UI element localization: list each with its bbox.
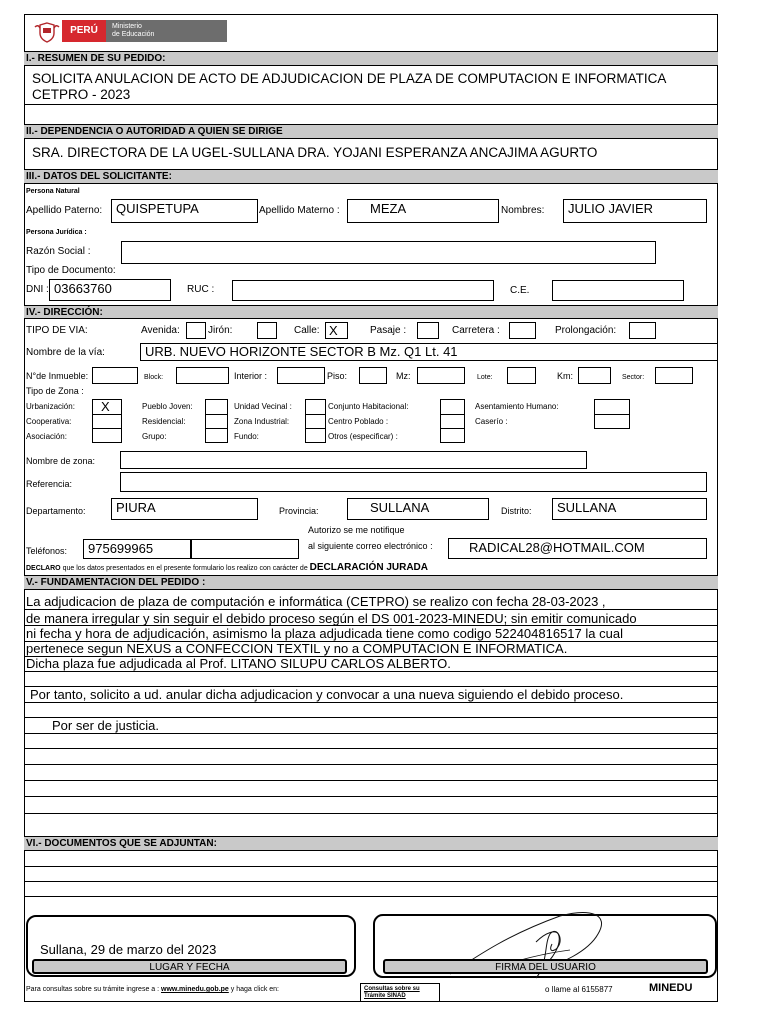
ruc-field[interactable] <box>232 280 494 301</box>
tipo-zona-label: Tipo de Zona : <box>26 386 84 396</box>
declaro-body: que los datos presentados en el presente formulario los realizo con carácter de <box>60 565 310 572</box>
jiron-checkbox[interactable] <box>257 322 277 339</box>
razon-social-field[interactable] <box>121 241 656 264</box>
persona-juridica-label: Persona Jurídica : <box>26 229 87 236</box>
razon-social-label: Razón Social : <box>26 246 91 257</box>
fundamentacion-line-2[interactable]: de manera irregular y sin seguir el debido proceso según el DS 001-2023-MINEDU; sin emitir comunicado <box>26 611 637 626</box>
residencial-label: Residencial: <box>142 417 186 426</box>
ruled-line <box>24 764 718 765</box>
fundamentacion-line-3[interactable]: ni fecha y hora de adjudicación, asimismo la plaza adjudicada tiene como codigo 522404816517 la cual <box>26 626 623 641</box>
otros-checkbox[interactable] <box>440 428 465 443</box>
interior-label: Interior : <box>234 371 268 381</box>
authority-value[interactable]: SRA. DIRECTORA DE LA UGEL-SULLANA DRA. YOJANI ESPERANZA ANCAJIMA AGURTO <box>32 145 598 160</box>
pasaje-label: Pasaje : <box>370 325 407 336</box>
autorizo-label-1: Autorizo se me notifique <box>308 525 405 535</box>
asentamiento-label: Asentamiento Humano: <box>475 402 559 411</box>
inmueble-label: N°de Inmueble: <box>26 371 89 381</box>
dni-label: DNI : <box>26 284 49 295</box>
inmueble-field[interactable] <box>92 367 138 384</box>
ministry-logo <box>106 20 227 42</box>
consulta-suffix: y haga click en: <box>228 986 280 993</box>
nombres-label: Nombres: <box>501 205 545 216</box>
fundamentacion-line-6[interactable]: Por tanto, solicito a ud. anular dicha adjudicacion y convocar a una nueva siguiendo el debido proceso. <box>30 687 624 702</box>
nombre-zona-field[interactable] <box>120 451 587 469</box>
apellido-paterno-field[interactable]: QUISPETUPA <box>111 199 258 223</box>
piso-field[interactable] <box>359 367 387 384</box>
ruled-line <box>24 896 718 897</box>
calle-label: Calle: <box>294 325 320 336</box>
asociacion-label: Asociación: <box>26 432 67 441</box>
section-1-title: I.- RESUMEN DE SU PEDIDO: <box>24 51 718 66</box>
nombre-via-label: Nombre de la vía: <box>26 347 105 358</box>
telefono-2-field[interactable] <box>191 539 299 559</box>
conjunto-label: Conjunto Habitacional: <box>328 402 409 411</box>
ruled-line <box>24 733 718 734</box>
cooperativa-label: Cooperativa: <box>26 417 72 426</box>
unidad-vecinal-label: Unidad Vecinal : <box>234 402 292 411</box>
avenida-checkbox[interactable] <box>186 322 206 339</box>
asentamiento-checkbox[interactable] <box>594 399 630 415</box>
pasaje-checkbox[interactable] <box>417 322 439 339</box>
block-label: Block: <box>144 374 164 381</box>
consulta-prefix: Para consultas sobre su trámite ingrese a : <box>26 986 162 993</box>
firma-label: FIRMA DEL USUARIO <box>383 959 708 974</box>
section-2-title: II.- DEPENDENCIA O AUTORIDAD A QUIEN SE DIRIGE <box>24 124 718 139</box>
tipo-via-label: TIPO DE VIA: <box>26 325 88 336</box>
section-4-title: IV.- DIRECCIÓN: <box>24 305 718 319</box>
ministry-line-2: de Educación <box>112 31 155 38</box>
caserio-label: Caserío : <box>475 417 508 426</box>
cooperativa-checkbox[interactable] <box>92 414 122 429</box>
calle-checkbox[interactable]: X <box>325 322 348 339</box>
ruled-line <box>24 671 718 672</box>
sector-field[interactable] <box>655 367 693 384</box>
declaracion-jurada: DECLARACIÓN JURADA <box>309 562 428 573</box>
email-field[interactable]: RADICAL28@HOTMAIL.COM <box>448 538 707 559</box>
distrito-label: Distrito: <box>501 506 532 516</box>
sinad-line-1: Consultas sobre su <box>364 986 420 992</box>
piso-label: Piso: <box>327 371 348 381</box>
tipo-documento-label: Tipo de Documento: <box>26 265 116 276</box>
section-6-title: VI.- DOCUMENTOS QUE SE ADJUNTAN: <box>24 836 718 851</box>
block-field[interactable] <box>176 367 229 384</box>
minedu-label: MINEDU <box>649 982 693 994</box>
conjunto-checkbox[interactable] <box>440 399 465 415</box>
km-field[interactable] <box>578 367 611 384</box>
grupo-checkbox[interactable] <box>205 428 228 443</box>
divider <box>24 104 718 105</box>
provincia-label: Provincia: <box>279 506 319 516</box>
centro-poblado-label: Centro Poblado : <box>328 417 389 426</box>
peru-logo: PERÚ <box>62 20 106 42</box>
mz-field[interactable] <box>417 367 465 384</box>
fundo-label: Fundo: <box>234 432 259 441</box>
departamento-label: Departamento: <box>26 506 86 516</box>
centro-poblado-checkbox[interactable] <box>440 414 465 429</box>
caserio-checkbox[interactable] <box>594 414 630 429</box>
fundo-checkbox[interactable] <box>305 428 326 443</box>
residencial-checkbox[interactable] <box>205 414 228 429</box>
ruled-line <box>24 813 718 814</box>
ruled-line <box>24 881 718 882</box>
ce-label: C.E. <box>510 285 530 296</box>
ruled-line <box>24 702 718 703</box>
pueblo-joven-label: Pueblo Joven: <box>142 402 193 411</box>
telefonos-label: Teléfonos: <box>26 546 68 556</box>
apellido-materno-field[interactable]: MEZA <box>347 199 499 223</box>
interior-field[interactable] <box>277 367 325 384</box>
departamento-field[interactable]: PIURA <box>111 498 258 520</box>
lote-label: Lote: <box>477 374 493 381</box>
nombre-zona-label: Nombre de zona: <box>26 456 96 466</box>
ruled-line <box>24 866 718 867</box>
jiron-label: Jirón: <box>208 325 233 336</box>
lote-field[interactable] <box>507 367 536 384</box>
peru-shield-icon <box>34 21 60 43</box>
nombres-field[interactable]: JULIO JAVIER <box>563 199 707 223</box>
ministry-line-1: Ministerio <box>112 23 142 30</box>
minedu-link[interactable]: www.minedu.gob.pe <box>161 986 229 993</box>
distrito-field[interactable]: SULLANA <box>552 498 707 520</box>
mz-label: Mz: <box>396 371 411 381</box>
nombre-via-field[interactable]: URB. NUEVO HORIZONTE SECTOR B Mz. Q1 Lt. 41 <box>140 343 718 361</box>
fundamentacion-line-1[interactable]: La adjudicacion de plaza de computación e informática (CETPRO) se realizo con fecha 28-03-2023 , <box>26 594 606 609</box>
ce-field[interactable] <box>552 280 684 301</box>
urbanizacion-label: Urbanización: <box>26 402 75 411</box>
autorizo-label-2: al siguiente correo electrónico : <box>308 541 433 551</box>
ruled-line <box>24 748 718 749</box>
carretera-label: Carretera : <box>452 325 500 336</box>
section-3-title: III.- DATOS DEL SOLICITANTE: <box>24 169 718 184</box>
pueblo-joven-checkbox[interactable] <box>205 399 228 415</box>
fundamentacion-line-7[interactable]: Por ser de justicia. <box>52 718 159 733</box>
summary-line-2[interactable]: CETPRO - 2023 <box>32 87 131 102</box>
apellido-materno-label: Apellido Materno : <box>259 205 340 216</box>
prolongacion-checkbox[interactable] <box>629 322 656 339</box>
declaro-word: DECLARO <box>26 565 61 572</box>
telefono-field[interactable]: 975699965 <box>83 539 191 559</box>
provincia-field[interactable]: SULLANA <box>347 498 489 520</box>
km-label: Km: <box>557 371 574 381</box>
urbanizacion-checkbox[interactable]: X <box>92 399 122 415</box>
section-5-title: V.- FUNDAMENTACION DEL PEDIDO : <box>24 575 718 590</box>
sinad-button[interactable] <box>360 983 440 1002</box>
ruc-label: RUC : <box>187 284 215 295</box>
summary-line-1[interactable]: SOLICITA ANULACION DE ACTO DE ADJUDICACION DE PLAZA DE COMPUTACION E INFORMATICA <box>32 71 667 86</box>
otros-label: Otros (especificar) : <box>328 432 398 441</box>
zona-industrial-label: Zona Industrial: <box>234 417 290 426</box>
grupo-label: Grupo: <box>142 432 167 441</box>
fundamentacion-line-5[interactable]: Dicha plaza fue adjudicada al Prof. LITANO SILUPU CARLOS ALBERTO. <box>26 656 451 671</box>
declaro-text <box>26 562 428 575</box>
phone-text: o llame al 6155877 <box>545 985 613 994</box>
dni-field[interactable]: 03663760 <box>49 279 171 301</box>
apellido-paterno-label: Apellido Paterno: <box>26 205 103 216</box>
referencia-label: Referencia: <box>26 479 73 489</box>
lugar-fecha-label: LUGAR Y FECHA <box>32 959 347 974</box>
unidad-vecinal-checkbox[interactable] <box>305 399 326 415</box>
avenida-label: Avenida: <box>141 325 180 336</box>
ruled-line <box>24 796 718 797</box>
sinad-line-2: Trámite SINAD <box>364 993 406 999</box>
persona-natural-label: Persona Natural <box>26 188 80 195</box>
referencia-field[interactable] <box>120 472 707 492</box>
zona-industrial-checkbox[interactable] <box>305 414 326 429</box>
fundamentacion-line-4[interactable]: pertenece segun NEXUS a CONFECCION TEXTIL y no a COMPUTACION E INFORMATICA. <box>26 641 568 656</box>
ruled-line <box>24 609 718 610</box>
asociacion-checkbox[interactable] <box>92 428 122 443</box>
sector-label: Sector: <box>622 374 645 381</box>
consulta-text <box>26 984 279 996</box>
carretera-checkbox[interactable] <box>509 322 536 339</box>
ruled-line <box>24 780 718 781</box>
prolongacion-label: Prolongación: <box>555 325 617 336</box>
lugar-fecha-value[interactable]: Sullana, 29 de marzo del 2023 <box>40 942 217 957</box>
